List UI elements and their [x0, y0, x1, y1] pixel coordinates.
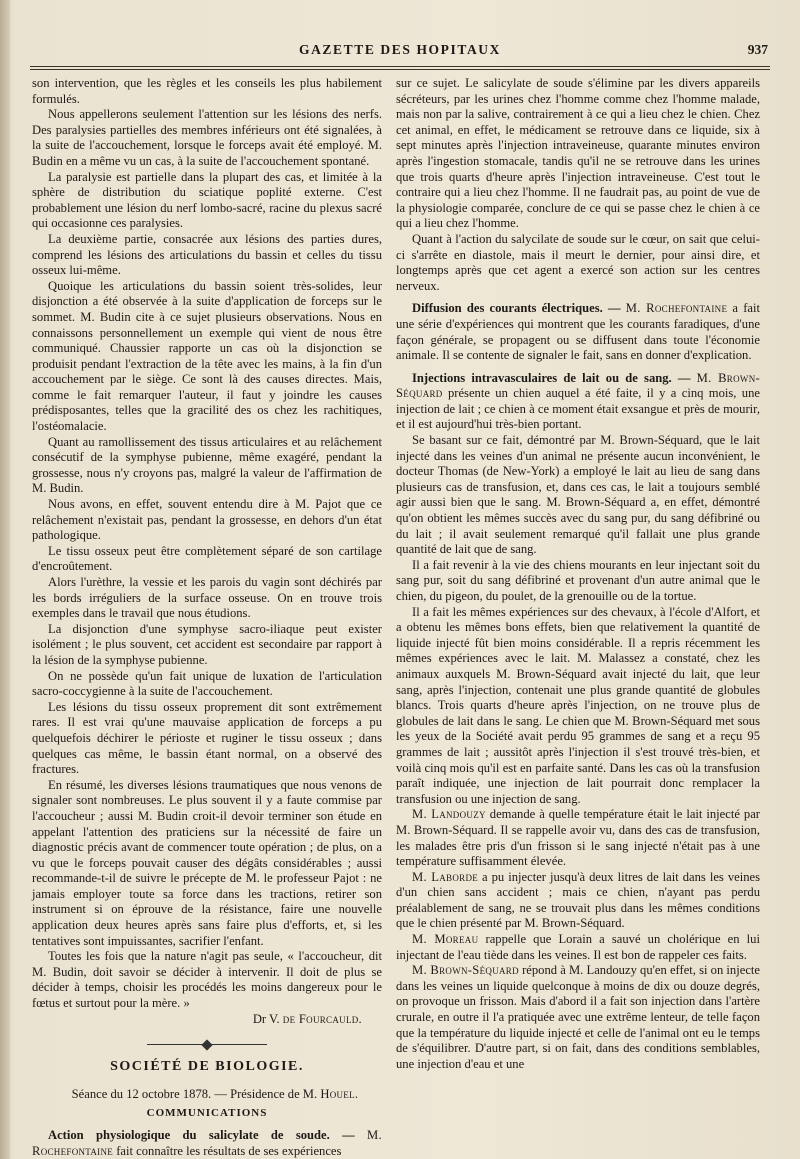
speaker: M. Brown-Séquard: [412, 963, 519, 978]
paragraph: Quant à l'action du salycilate de soude sur le cœur, on sait que celui-ci s'arrête en diastole, mais il meurt le dernier, pour ainsi dire, et longtemps après que cet agent a exercé son action sur les centres nerveux.: [396, 231, 760, 293]
injections-author: M. Brown-Séquard: [396, 370, 760, 401]
paragraph: Quant au ramollissement des tissus articulaires et au relâchement consécutif de la symphyse pubienne, même exagéré, pendant la grossesse, nous n'y croyons pas, malgré la valeur de l'affirmation de M. Budin.: [32, 434, 382, 496]
paragraph: M. Laborde a pu injecter jusqu'à deux litres de lait dans les veines d'un chien sans accident ; mais ce chien, n'ayant pas perdu préalablement de sang, ne se trouvait plus dans les mêmes conditions que le chien présenté par M. Brown-Séquard.: [396, 869, 760, 931]
session-prefix: Séance du 12 octobre 1878. — Présidence de M.: [71, 1086, 321, 1101]
diffusion-author: M. Rochefontaine: [625, 301, 728, 316]
paragraph: [396, 371, 760, 433]
paragraph: Se basant sur ce fait, démontré par M. Brown-Séquard, que le lait injecté dans les veines d'un animal ne présente aucun inconvénient, le docteur Thomas (de New-York) a employé le lait au lieu de sang dans plusieurs cas de transfusion, et, dans ces cas, le lait a toujours semblé agir aussi bien que le sang. M. Brown-Séquard a, en effet, démontré qu'on obtient les mêmes succès avec du sang pur, du sang défibriné ou du lait ; il avait seulement remarqué qu'il fallait une plus grande quantité de lait que de sang.: [396, 433, 760, 557]
section-divider: [147, 1041, 267, 1049]
paragraph: La paralysie est partielle dans la plupart des cas, et limitée à la sphère de distribution du sciatique poplité externe. C'est probablement une lésion du nerf lombo-sacré, racine du plexus sacré qui occasionne ces paralysies.: [32, 169, 382, 231]
paragraph: sur ce sujet. Le salicylate de soude s'élimine par les divers appareils sécréteurs, par les urines chez l'homme comme chez l'homme malade, mais non par la salive, contrairement à ce qui a lieu chez le chien. Chez cet animal, en effet, le médicament se retrouve dans ce liquide, six à sept minutes après l'injection intraveineuse, quarante minutes environ après l'ingestion stomacale, tandis qu'il ne se retrouve dans les urines que trois quarts d'heure après l'injection intraveineuse. C'est tout le contraire qui a lieu chez l'homme. Il ne faudrait pas, au point de vue de la physiologie comparée, conclure de ce qui se passe chez le chien à ce qui a lieu chez l'homme.: [396, 76, 760, 231]
paragraph: [396, 301, 760, 363]
paragraph: En résumé, les diverses lésions traumatiques que nous venons de signaler sont nombreuses. Le plus souvent il y a faute commise par l'accoucheur ; aussi M. Budin croit-il devoir terminer son étude en appelant l'attention des praticiens sur la nécessité de faire un diagnostic précis avant de commencer toute opération ; de plus, on a vu que le forceps pouvait causer des dégâts considérables ; aussi recommande-t-il de suivre le précepte de M. le professeur Pajot : ne jamais employer toute sa force dans les tractions, retirer son instrument si on éprouve de la résistance, faire une nouvelle application deux heures après sans faire plus d'efforts, et, si les tentatives sont impuissantes, sacrifier l'enfant.: [32, 777, 382, 948]
paragraph: Nous appellerons seulement l'attention sur les lésions des nerfs. Des paralysies partielles des membres inférieurs ont été signalées, à la suite de l'accouchement, lorsque le forceps avait été employé. M. Budin en a même vu un cas, à la suite de l'accouchement spontané.: [32, 107, 382, 168]
speaker: M. Landouzy: [412, 807, 486, 822]
diffusion-title: Diffusion des courants électriques. —: [412, 301, 621, 316]
signature-prefix: Dr V.: [252, 1011, 283, 1026]
paragraph: La disjonction d'une symphyse sacro-iliaque peut exister isolément ; le plus souvent, cet accident est secondaire par rapport à la lésion de la symphyse pubienne.: [32, 621, 382, 667]
paragraph: Il a fait revenir à la vie des chiens mourants en leur injectant soit du sang pur, soit du sang défibriné et provenant d'un autre animal que le chien, du pigeon, du poulet, de la grenouille ou de la tortue.: [396, 557, 760, 603]
paragraph: Il a fait les mêmes expériences sur des chevaux, à l'école d'Alfort, et a obtenu les mêmes bons effets, bien que relativement la quantité de liquide injecté fût bien moins considérable. Il a repris récemment les mêmes expériences avec le lait. M. Malassez a constaté, chez les animaux auxquels M. Brown-Séquard avait injecté du lait, que leur sang, après l'injection, contenait une plus grande quantité de globules blancs. Trois quarts d'heure après l'injection, on ne trouve plus de globules de lait dans le sang. Le chien que M. Brown-Séquard met sous les yeux de la Société avait perdu 95 grammes de sang et a reçu 95 grammes de lait ; aussitôt après l'injection il s'est trouvé très-bien, et voilà cinq mois qu'il est en parfaite santé. Dans les cas où la transfusion paraît indiquée, une injection de lait pourrait donc remplacer la transfusion ou une injection de sang.: [396, 604, 760, 806]
session-president: Houel.: [320, 1086, 359, 1101]
session-line: [32, 1087, 382, 1103]
action-title: Action physiologique du salicylate de soude. —: [48, 1128, 355, 1142]
left-column: [32, 76, 382, 1159]
header-rule-thick: [30, 66, 770, 67]
speaker: M. Moreau: [412, 932, 479, 947]
page-spine: [0, 0, 10, 1159]
paragraph: M. Landouzy demande à quelle température était le lait injecté par M. Brown-Séquard. Il se rappelle avoir vu, dans des cas de transfusion, les malades être pris d'un frisson si le sang injecté n'était pas à une température suffisamment élevée.: [396, 807, 761, 869]
paragraph: Le tissu osseux peut être complètement séparé de son cartilage d'encroûtement.: [32, 543, 382, 574]
page-header: [30, 38, 770, 60]
diffusion-text: a fait une série d'expériences qui montrent que les courants faradiques, d'une façon générale, se propagent ou se diffusent dans toute l'économie animale. Il se contente de signaler le fait, sans en donner d'explication.: [396, 301, 760, 363]
paragraph: On ne possède qu'un fait unique de luxation de l'articulation sacro-coccygienne à la suite de l'accouchement.: [32, 668, 382, 699]
paragraph: La deuxième partie, consacrée aux lésions des parties dures, comprend les lésions des articulations du bassin et celles du tissu osseux lui-même.: [32, 231, 382, 278]
journal-title: GAZETTE DES HOPITAUX: [298, 42, 502, 57]
paragraph: Alors l'urèthre, la vessie et les parois du vagin sont déchirés par les bords irréguliers de la surface osseuse. On en trouve trois exemples dans le travail que nous étudions.: [32, 575, 382, 621]
paragraph: Les lésions du tissu osseux proprement dit sont extrêmement rares. Il est vrai qu'une mauvaise application de forceps a pu quelquefois déchirer le périoste et ruginer le tissu osseux ; dans quelques cas même, le bassin étant normal, on a observé des fractures.: [32, 699, 382, 777]
right-column: [396, 76, 760, 1072]
paragraph: M. Brown-Séquard répond à M. Landouzy qu'en effet, si on injecte dans les veines un liquide quelconque à moins de dix ou douze degrés, on provoque un frisson. Mais d'abord il a fait son injection dans l'artère crurale, en outre il l'a pratiquée avec une extrême lenteur, de telle façon que la température du liquide injecté et celle de l'animal ont eu le temps de s'équilibrer. D'autre part, si on fait, dans des conditions semblables, une injection d'eau et une: [396, 963, 760, 1071]
injections-text: présente un chien auquel a été faite, il y a cinq mois, une injection de lait ; ce chien à ce moment était exsangue et près de mourir, et il est aujourd'hui très-bien portant.: [396, 386, 760, 432]
injections-title: Injections intravasculaires de lait ou de sang. —: [412, 370, 691, 385]
paragraph: Toutes les fois que la nature n'agit pas seule, « l'accoucheur, dit M. Budin, doit savoir se décider à intervenir. Il doit de plus se décider à temps, choisir les procédés les moins dangereux pour le fœtus et surtout pour la mère. »: [32, 949, 382, 1011]
header-rule-thin: [30, 69, 770, 70]
communications-heading: COMMUNICATIONS: [146, 1107, 268, 1120]
paragraph: [32, 1128, 382, 1159]
article-signature: [32, 1012, 382, 1028]
speaker: M. Laborde: [412, 869, 479, 884]
action-author: M. Rochefontaine: [32, 1128, 382, 1158]
paragraph: M. Moreau rappelle que Lorain a sauvé un cholérique en lui injectant de l'eau tiède dans les veines. Il est bon de rappeler ces faits.: [396, 932, 760, 962]
paragraph: Nous avons, en effet, souvent entendu dire à M. Pajot que ce relâchement n'existait pas, pendant la grossesse, en dehors d'un état pathologique.: [32, 497, 382, 543]
section-title: SOCIÉTÉ DE BIOLOGIE.: [110, 1059, 304, 1075]
action-text: fait connaître les résultats de ses expériences: [113, 1143, 342, 1158]
paragraph: Quoique les articulations du bassin soient très-solides, leur disjonction a été observée à la suite d'application de forceps sur le sommet. M. Budin cite à ce sujet plusieurs observations. Nous en connaissons personnellement un exemple qui vient de nous être communiqué. Chaussier rapporte un cas où la disjonction se produisit pendant l'extraction de la tête avec les mains, à la fin d'un accouchement par le siège. Ce sont là des causes directes. Mais, comme le fait remarquer l'auteur, il faut y joindre les causes prédisposantes, telles que la gracilité des os chez les rachitiques, l'ostéomalacie.: [32, 278, 382, 434]
paragraph: son intervention, que les règles et les conseils les plus habilement formulés.: [32, 76, 382, 106]
signature-name: de Fourcauld.: [282, 1011, 362, 1026]
page-number: 937: [747, 42, 768, 57]
